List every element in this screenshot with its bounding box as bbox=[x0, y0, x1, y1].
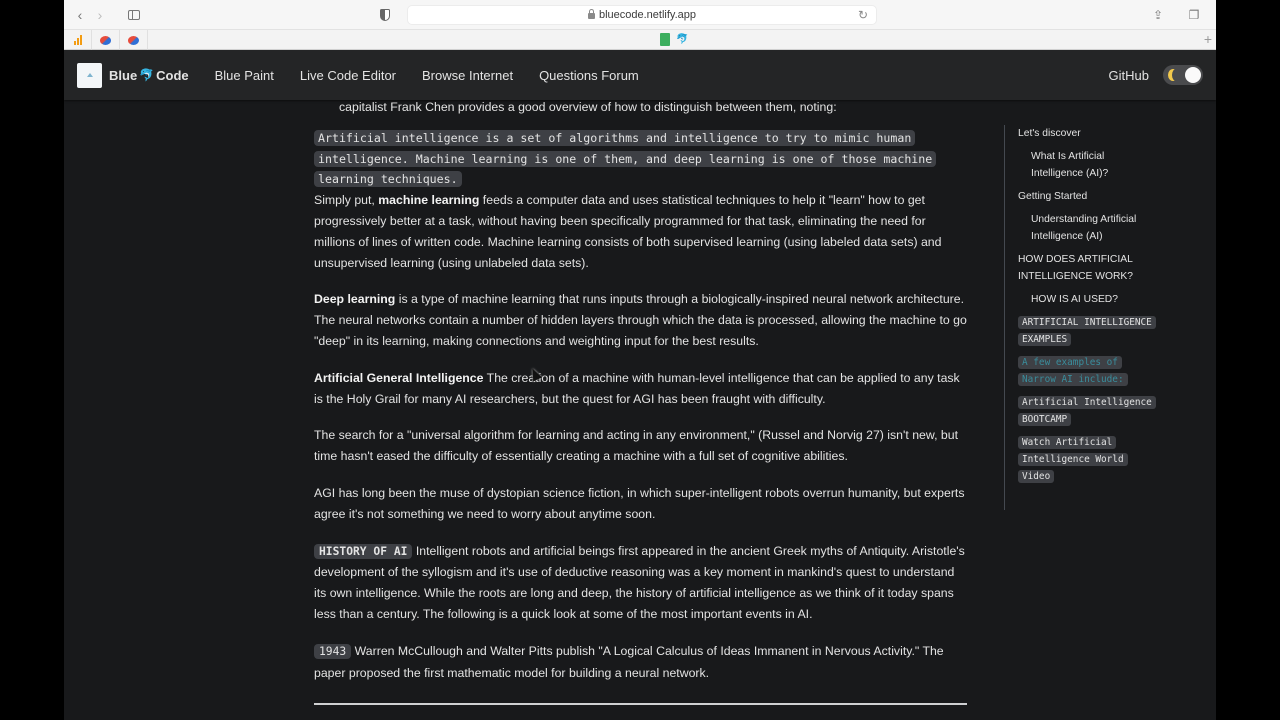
history-heading-code: HISTORY OF AI bbox=[314, 544, 412, 559]
ml-term: machine learning bbox=[378, 193, 480, 208]
toc-item-lets-discover[interactable]: Let's discover bbox=[1018, 128, 1081, 139]
site-favicon-icon bbox=[100, 36, 111, 45]
browser-window bbox=[64, 0, 1216, 720]
privacy-report-button[interactable] bbox=[374, 6, 396, 24]
dolphin-icon[interactable]: 🐬 bbox=[676, 34, 689, 45]
lock-icon bbox=[588, 13, 595, 19]
brand-text-right: Code bbox=[156, 67, 189, 83]
ml-text: feeds a computer data and uses statistical techniques to help it "learn" how to get progressively better at a task, without having been specifically programmed for that task, eliminating the need for millions of lines of written code. Machine learning consists of both supervised learning (using labeled data sets) and unsupervised learning (using unlabeled data sets). bbox=[314, 193, 942, 270]
agi-paragraph bbox=[314, 368, 967, 410]
dolphin-icon: 🐬 bbox=[139, 68, 155, 82]
site-logo[interactable] bbox=[77, 63, 102, 88]
analytics-icon bbox=[74, 35, 82, 45]
history-paragraph bbox=[314, 541, 967, 625]
toc-item-how-does-ai-work[interactable]: HOW DOES ARTIFICIAL INTELLIGENCE WORK? bbox=[1018, 254, 1134, 282]
address-bar[interactable] bbox=[407, 5, 877, 25]
toc-item-what-is-ai[interactable]: What Is Artificial Intelligence (AI)? bbox=[1031, 151, 1109, 179]
toc-item-understanding-ai[interactable]: Understanding Artificial Intelligence (AI) bbox=[1031, 214, 1137, 242]
back-button[interactable]: ‹ bbox=[77, 7, 83, 23]
toc-item-getting-started[interactable]: Getting Started bbox=[1018, 191, 1088, 202]
logo-icon bbox=[87, 73, 93, 77]
toc-label: Watch Artificial Intelligence World Video bbox=[1018, 436, 1128, 483]
article-content bbox=[314, 100, 967, 705]
toc-label: Artificial Intelligence BOOTCAMP bbox=[1018, 396, 1156, 426]
nav-questions-forum[interactable]: Questions Forum bbox=[539, 67, 639, 83]
favorites-bar bbox=[64, 30, 1216, 50]
brand-link[interactable] bbox=[109, 68, 189, 83]
dl-text: is a type of machine learning that runs inputs through a biologically-inspired neural network architecture. The neural networks contain a number of hidden layers through which the data is processed, allowing the machine to go "deep" in its learning, making connections and weighting input for the best results. bbox=[314, 292, 967, 348]
sheet-icon[interactable] bbox=[660, 33, 670, 46]
github-link[interactable]: GitHub bbox=[1108, 67, 1149, 83]
ml-pre: Simply put, bbox=[314, 193, 379, 208]
quote-text: Artificial intelligence is a set of algorithms and intelligence to try to mimic human intelligence. Machine learning is one of them, and deep learning is one of those machine learning techniques. bbox=[314, 130, 936, 188]
moon-icon bbox=[1168, 69, 1178, 81]
divider bbox=[314, 703, 967, 705]
theme-toggle[interactable] bbox=[1163, 65, 1203, 85]
share-button[interactable]: ⇪ bbox=[1152, 8, 1164, 22]
shield-icon bbox=[380, 9, 390, 21]
favorite-site-2[interactable] bbox=[120, 30, 148, 50]
site-navbar bbox=[64, 50, 1216, 100]
muse-paragraph: AGI has long been the muse of dystopian science fiction, in which super-intelligent robots overrun humanity, but experts agree it's not something we need to worry about anytime soon. bbox=[314, 485, 965, 521]
toc-label: ARTIFICIAL INTELLIGENCE EXAMPLES bbox=[1018, 316, 1156, 346]
agi-term: Artificial General Intelligence bbox=[314, 370, 484, 385]
search-paragraph: The search for a "universal algorithm for learning and acting in any environment," (Russel and Norvig 27) isn't new, but time hasn't eased the difficulty of essentially creating a machine with a full set of cognitive abilities. bbox=[314, 428, 959, 464]
nav-blue-paint[interactable]: Blue Paint bbox=[214, 67, 274, 83]
sidebar-toggle-button[interactable] bbox=[121, 6, 147, 24]
forward-button[interactable]: › bbox=[97, 7, 103, 23]
year-text: Warren McCullough and Walter Pitts publish "A Logical Calculus of Ideas Immanent in Nervous Activity." The paper proposed the first mathematic model for building a neural network. bbox=[314, 643, 944, 680]
site-favicon-icon bbox=[128, 36, 139, 45]
tab-overview-button[interactable]: ❐ bbox=[1188, 8, 1200, 22]
favorite-analytics[interactable] bbox=[64, 30, 92, 50]
history-text: Intelligent robots and artificial beings first appeared in the ancient Greek myths of Antiquity. Aristotle's development of the syllogism and it's use of deductive reasoning was a key moment in mankind's quest to understand its own intelligence. While the roots are long and deep, the history of artificial intelligence as we think of it today spans less than a century. The following is a quick look at some of the most important events in AI. bbox=[314, 543, 965, 621]
year-code: 1943 bbox=[314, 644, 351, 659]
url-text: bluecode.netlify.app bbox=[598, 9, 697, 21]
new-tab-button[interactable]: + bbox=[1203, 31, 1212, 47]
browser-toolbar bbox=[64, 0, 1216, 30]
toc-item-how-is-ai-used[interactable]: HOW IS AI USED? bbox=[1031, 294, 1118, 305]
dl-paragraph bbox=[314, 289, 967, 351]
favorite-site-1[interactable] bbox=[92, 30, 120, 50]
toc-label: A few examples of Narrow AI include: bbox=[1018, 356, 1128, 386]
toc-item-watch-video[interactable] bbox=[1018, 434, 1154, 485]
toggle-knob bbox=[1185, 67, 1201, 83]
code-quote bbox=[314, 128, 967, 190]
toc-item-narrow-ai-active[interactable] bbox=[1018, 354, 1154, 388]
reload-button[interactable]: ↻ bbox=[857, 8, 868, 22]
tab-favicons bbox=[660, 33, 688, 46]
nav-browse-internet[interactable]: Browse Internet bbox=[422, 67, 514, 83]
lead-paragraph: capitalist Frank Chen provides a good overview of how to distinguish between them, noting: bbox=[339, 100, 837, 114]
toc-item-ai-bootcamp[interactable] bbox=[1018, 394, 1154, 428]
navbar-right bbox=[1109, 65, 1203, 85]
ml-paragraph bbox=[314, 190, 967, 273]
nav-live-code-editor[interactable]: Live Code Editor bbox=[299, 67, 397, 83]
history-nav bbox=[70, 6, 110, 24]
agi-text: The creation of a machine with human-level intelligence that can be applied to any task is the Holy Grail for many AI researchers, but the quest for AGI has been fraught with difficulty. bbox=[314, 370, 960, 406]
brand-text-left: Blue bbox=[109, 67, 138, 83]
table-of-contents bbox=[1004, 125, 1154, 510]
dl-term: Deep learning bbox=[314, 292, 396, 307]
year-1943-paragraph bbox=[314, 641, 967, 684]
sidebar-icon bbox=[128, 10, 140, 20]
toc-item-ai-examples[interactable] bbox=[1018, 314, 1154, 348]
